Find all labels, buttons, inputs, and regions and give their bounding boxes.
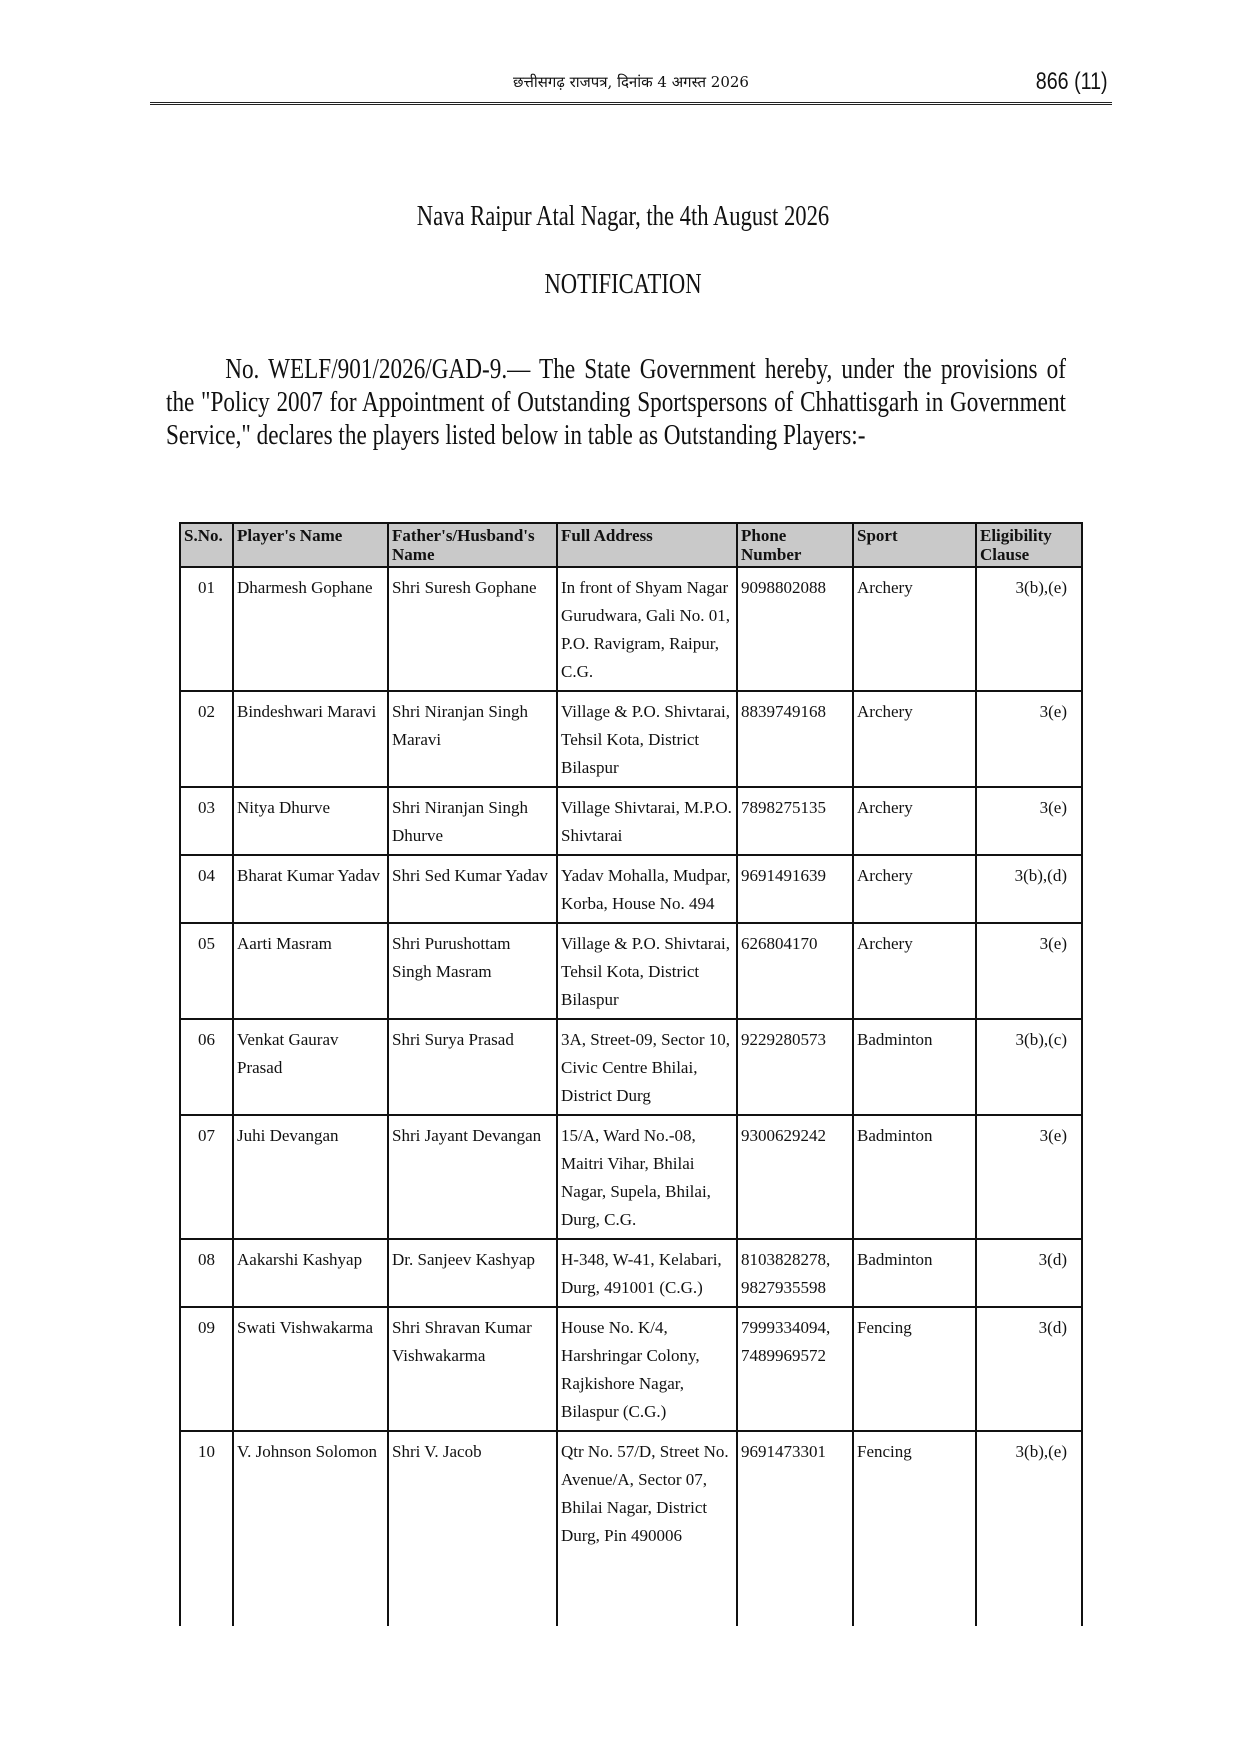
cell-sport: Badminton	[853, 1019, 976, 1115]
cell-address: Village & P.O. Shivtarai, Tehsil Kota, District Bilaspur	[557, 923, 737, 1019]
cell-sno: 06	[180, 1019, 233, 1115]
cell-address: 15/A, Ward No.-08, Maitri Vihar, Bhilai Nagar, Supela, Bhilai, Durg, C.G.	[557, 1115, 737, 1239]
cell-clause: 3(b),(c)	[976, 1019, 1082, 1115]
cell-sno: 08	[180, 1239, 233, 1307]
cell-sno: 10	[180, 1431, 233, 1626]
cell-address: House No. K/4, Harshringar Colony, Rajkishore Nagar, Bilaspur (C.G.)	[557, 1307, 737, 1431]
cell-player-name: Aakarshi Kashyap	[233, 1239, 388, 1307]
cell-phone: 7898275135	[737, 787, 853, 855]
table-row	[180, 1239, 1082, 1307]
cell-sport: Archery	[853, 855, 976, 923]
table-row	[180, 923, 1082, 1019]
table-row	[180, 855, 1082, 923]
cell-player-name: Dharmesh Gophane	[233, 567, 388, 691]
cell-sport: Archery	[853, 923, 976, 1019]
cell-phone: 9691491639	[737, 855, 853, 923]
table-row	[180, 691, 1082, 787]
cell-phone: 8103828278, 9827935598	[737, 1239, 853, 1307]
cell-phone: 8839749168	[737, 691, 853, 787]
cell-sport: Badminton	[853, 1115, 976, 1239]
cell-sno: 01	[180, 567, 233, 691]
column-header: Sport	[853, 523, 976, 567]
dateline: Nava Raipur Atal Nagar, the 4th August 2026	[416, 200, 830, 232]
cell-player-name: Juhi Devangan	[233, 1115, 388, 1239]
column-header: Father's/Husband's Name	[388, 523, 557, 567]
cell-clause: 3(e)	[976, 787, 1082, 855]
cell-clause: 3(b),(e)	[976, 567, 1082, 691]
column-header: Full Address	[557, 523, 737, 567]
cell-clause: 3(e)	[976, 691, 1082, 787]
cell-clause: 3(d)	[976, 1307, 1082, 1431]
table-row	[180, 1307, 1082, 1431]
players-table	[179, 522, 1083, 1626]
cell-father-name: Shri Niranjan Singh Dhurve	[388, 787, 557, 855]
cell-address: Village Shivtarai, M.P.O. Shivtarai	[557, 787, 737, 855]
cell-phone: 9229280573	[737, 1019, 853, 1115]
cell-sport: Archery	[853, 787, 976, 855]
table-row	[180, 1431, 1082, 1626]
cell-phone: 9300629242	[737, 1115, 853, 1239]
cell-phone: 9691473301	[737, 1431, 853, 1626]
cell-address: In front of Shyam Nagar Gurudwara, Gali No. 01, P.O. Ravigram, Raipur, C.G.	[557, 567, 737, 691]
cell-father-name: Shri Surya Prasad	[388, 1019, 557, 1115]
gazette-title: छत्तीसगढ़ राजपत्र, दिनांक 4 अगस्त 2026	[513, 73, 749, 91]
cell-phone: 9098802088	[737, 567, 853, 691]
page-number: 866 (11)	[1036, 68, 1108, 95]
cell-sno: 02	[180, 691, 233, 787]
cell-father-name: Shri V. Jacob	[388, 1431, 557, 1626]
cell-sno: 05	[180, 923, 233, 1019]
cell-clause: 3(e)	[976, 923, 1082, 1019]
cell-player-name: Bharat Kumar Yadav	[233, 855, 388, 923]
table-row	[180, 787, 1082, 855]
column-header: Eligibility Clause	[976, 523, 1082, 567]
column-header: Phone Number	[737, 523, 853, 567]
column-header: S.No.	[180, 523, 233, 567]
cell-father-name: Shri Purushottam Singh Masram	[388, 923, 557, 1019]
cell-clause: 3(b),(e)	[976, 1431, 1082, 1626]
cell-address: Yadav Mohalla, Mudpar, Korba, House No. 494	[557, 855, 737, 923]
cell-player-name: Aarti Masram	[233, 923, 388, 1019]
cell-father-name: Shri Shravan Kumar Vishwakarma	[388, 1307, 557, 1431]
page-header	[150, 68, 1112, 105]
cell-father-name: Shri Jayant Devangan	[388, 1115, 557, 1239]
cell-address: Qtr No. 57/D, Street No. Avenue/A, Sector 07, Bhilai Nagar, District Durg, Pin 490006	[557, 1431, 737, 1626]
cell-clause: 3(d)	[976, 1239, 1082, 1307]
cell-address: H-348, W-41, Kelabari, Durg, 491001 (C.G.)	[557, 1239, 737, 1307]
cell-address: 3A, Street-09, Sector 10, Civic Centre Bhilai, District Durg	[557, 1019, 737, 1115]
notification-body: No. WELF/901/2026/GAD-9.— The State Government hereby, under the provisions of the "Policy 2007 for Appointment of Outstanding Sportspersons of Chhattisgarh in Government Service," declares the players listed below in table as Outstanding Players:-	[166, 353, 1066, 451]
cell-player-name: Swati Vishwakarma	[233, 1307, 388, 1431]
notification-title: NOTIFICATION	[544, 268, 702, 300]
table-row	[180, 567, 1082, 691]
cell-sport: Archery	[853, 691, 976, 787]
cell-father-name: Shri Sed Kumar Yadav	[388, 855, 557, 923]
cell-sport: Fencing	[853, 1431, 976, 1626]
table-header-row	[180, 523, 1082, 567]
cell-father-name: Shri Suresh Gophane	[388, 567, 557, 691]
cell-clause: 3(e)	[976, 1115, 1082, 1239]
column-header: Player's Name	[233, 523, 388, 567]
cell-sport: Fencing	[853, 1307, 976, 1431]
table-row	[180, 1115, 1082, 1239]
cell-sno: 03	[180, 787, 233, 855]
cell-sno: 04	[180, 855, 233, 923]
cell-sport: Archery	[853, 567, 976, 691]
cell-player-name: V. Johnson Solomon	[233, 1431, 388, 1626]
cell-player-name: Nitya Dhurve	[233, 787, 388, 855]
cell-clause: 3(b),(d)	[976, 855, 1082, 923]
table-row	[180, 1019, 1082, 1115]
cell-player-name: Bindeshwari Maravi	[233, 691, 388, 787]
cell-phone: 7999334094, 7489969572	[737, 1307, 853, 1431]
cell-player-name: Venkat Gaurav Prasad	[233, 1019, 388, 1115]
cell-phone: 626804170	[737, 923, 853, 1019]
cell-sport: Badminton	[853, 1239, 976, 1307]
cell-sno: 09	[180, 1307, 233, 1431]
cell-father-name: Shri Niranjan Singh Maravi	[388, 691, 557, 787]
cell-address: Village & P.O. Shivtarai, Tehsil Kota, District Bilaspur	[557, 691, 737, 787]
cell-father-name: Dr. Sanjeev Kashyap	[388, 1239, 557, 1307]
cell-sno: 07	[180, 1115, 233, 1239]
